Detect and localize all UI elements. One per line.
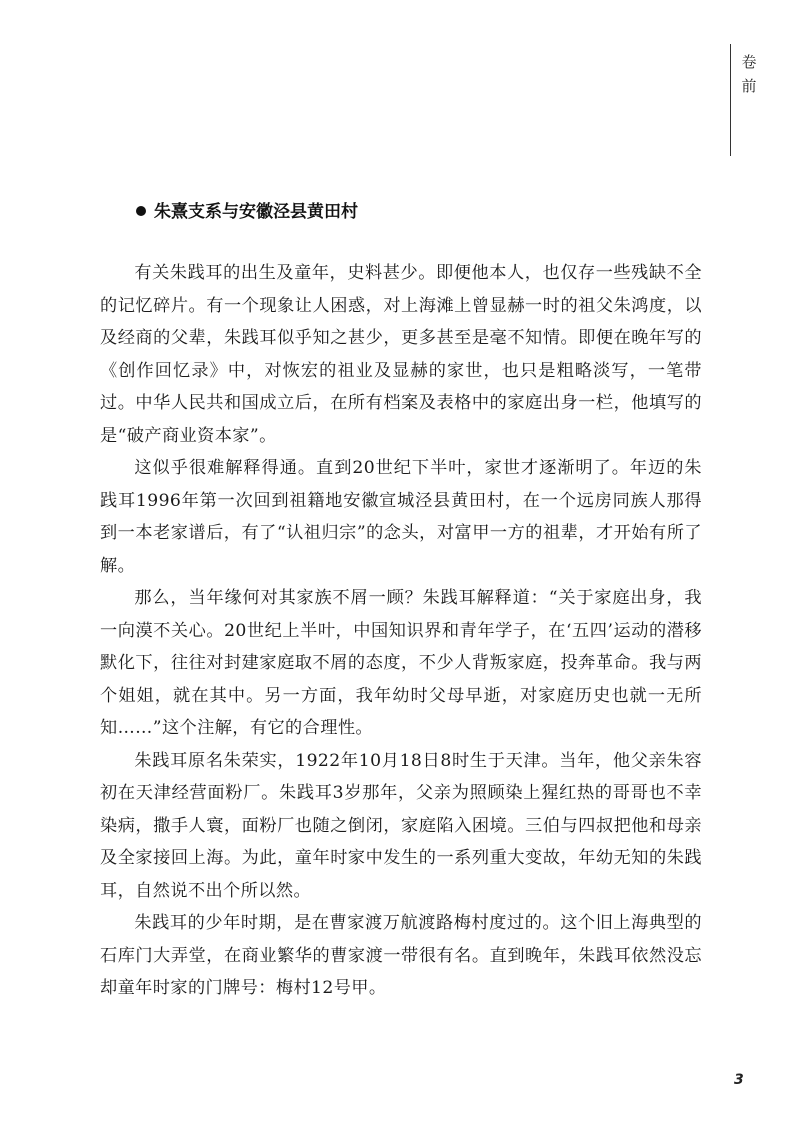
section-heading <box>136 200 358 224</box>
paragraph: 那么，当年缘何对其家族不屑一顾？朱践耳解释道：“关于家庭出身，我一向漠不关心。20世纪上半叶，中国知识界和青年学子，在‘五四’运动的潜移默化下，往往对封建家庭取不屑的态度，不少人背叛家庭，投奔革命。我与两个姐姐，就在其中。另一方面，我年幼时父母早逝，对家庭历史也就一无所知……”这个注解，有它的合理性。 <box>100 588 702 738</box>
bullet-icon <box>136 206 146 216</box>
paragraph: 朱践耳原名朱荣实，1922年10月18日8时生于天津。当年，他父亲朱容初在天津经营面粉厂。朱践耳3岁那年，父亲为照顾染上猩红热的哥哥也不幸染病，撒手人寰，面粉厂也随之倒闭，家庭陷入困境。三伯与四叔把他和母亲及全家接回上海。为此，童年时家中发生的一系列重大变故，年幼无知的朱践耳，自然说不出个所以然。 <box>100 750 702 901</box>
header-divider-line <box>730 44 731 156</box>
paragraph: 有关朱践耳的出生及童年，史料甚少。即便他本人，也仅存一些残缺不全的记忆碎片。有一个现象让人困惑，对上海滩上曾显赫一时的祖父朱鸿度，以及经商的父辈，朱践耳似乎知之甚少，更多甚至是毫不知情。即便在晚年写的《创作回忆录》中，对恢宏的祖业及显赫的家世，也只是粗略淡写，一笔带过。中华人民共和国成立后，在所有档案及表格中的家庭出身一栏，他填写的是“破产商业资本家”。 <box>100 263 702 446</box>
paragraph: 这似乎很难解释得通。直到20世纪下半叶，家世才逐渐明了。年迈的朱践耳1996年第一次回到祖籍地安徽宣城泾县黄田村，在一个远房同族人那得到一本老家谱后，有了“认祖归宗”的念头，对富甲一方的祖辈，才开始有所了解。 <box>100 458 702 576</box>
page-number: 3 <box>734 1072 744 1088</box>
paragraph: 朱践耳的少年时期，是在曹家渡万航渡路梅村度过的。这个旧上海典型的石库门大弄堂，在商业繁华的曹家渡一带很有名。直到晚年，朱践耳依然没忘却童年时家的门牌号：梅村12号甲。 <box>100 913 702 998</box>
running-header-char: 前 <box>741 77 757 95</box>
body-text <box>100 257 702 1005</box>
running-header-char: 卷 <box>741 53 757 71</box>
running-header-vertical <box>734 50 764 98</box>
section-heading-text: 朱熹支系与安徽泾县黄田村 <box>154 202 358 222</box>
